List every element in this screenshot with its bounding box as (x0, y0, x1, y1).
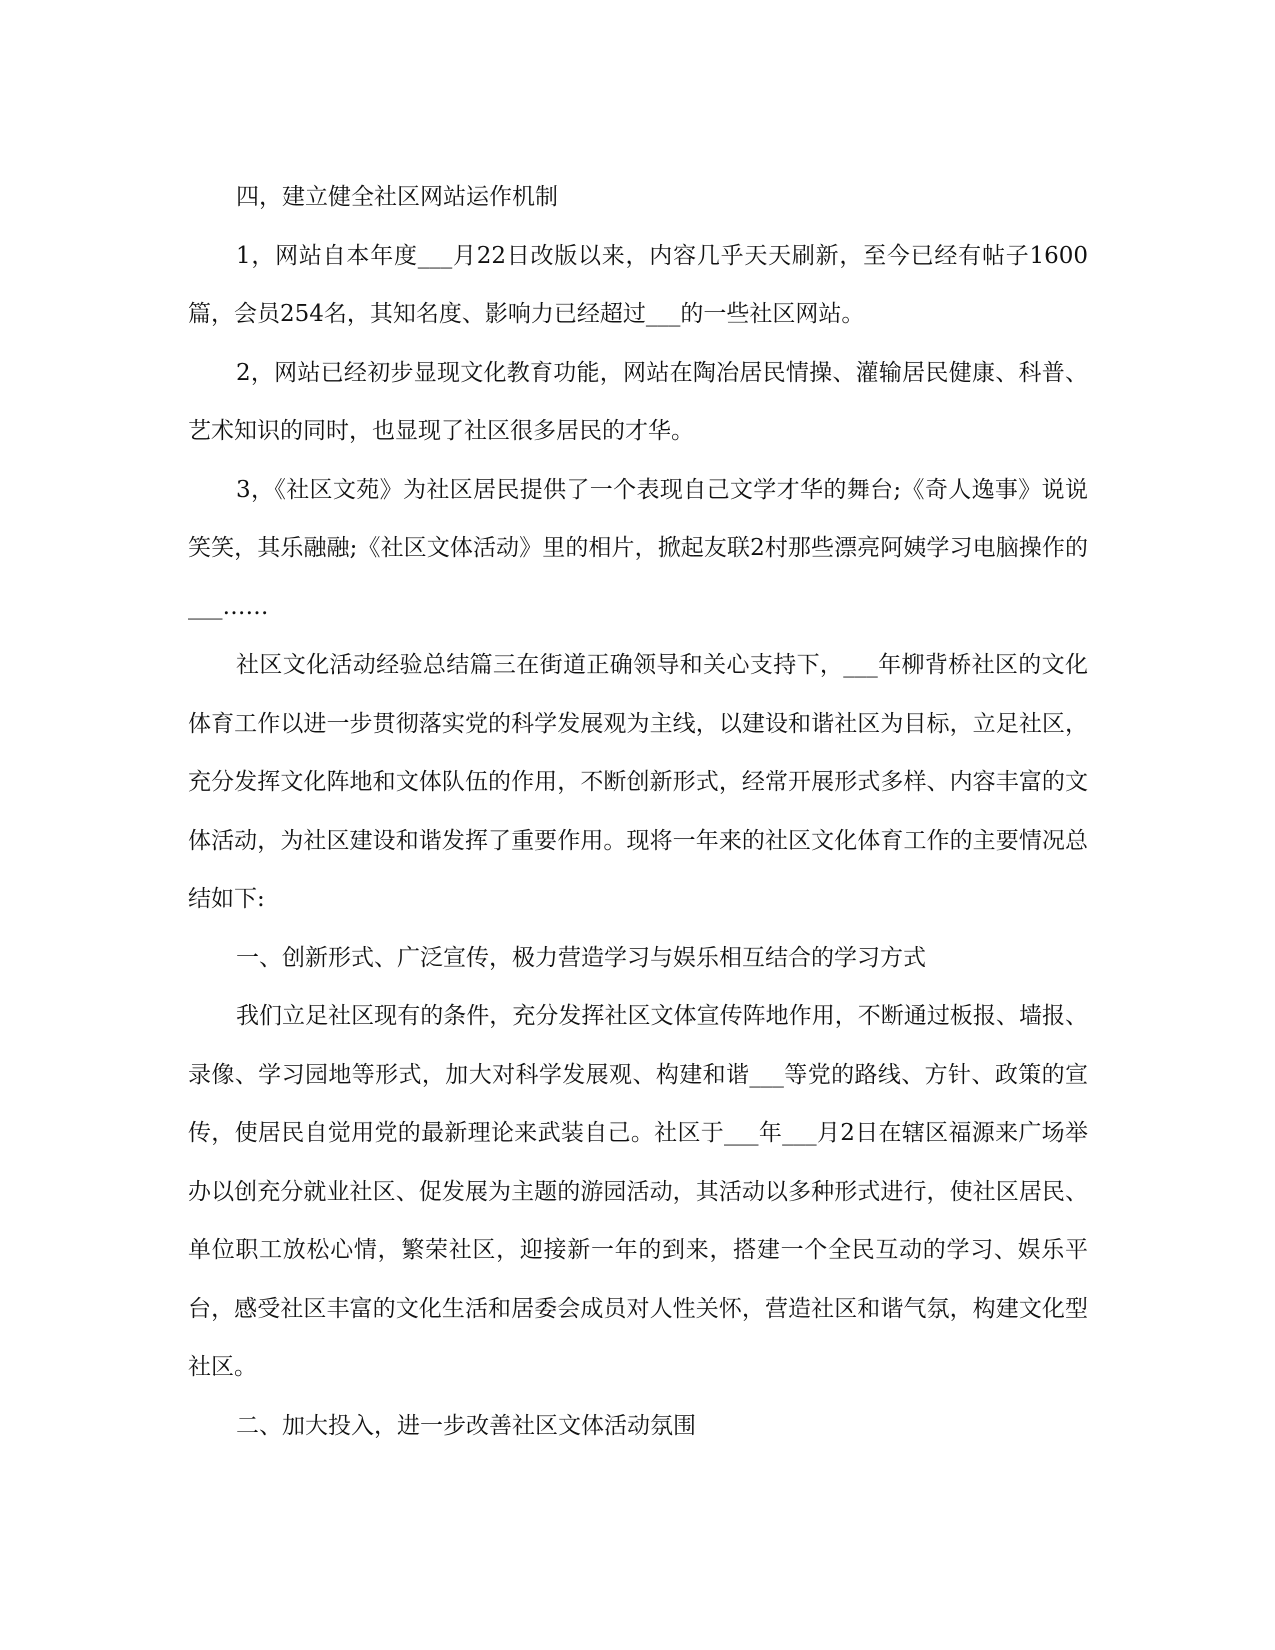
section-heading-two: 二、加大投入，进一步改善社区文体活动氛围 (236, 1412, 696, 1439)
paragraph-item-3: 3，《社区文苑》为社区居民提供了一个表现自己文学才华的舞台;《奇人逸事》说说笑笑，其乐融融;《社区文体活动》里的相片，掀起友联2村那些漂亮阿姨学习电脑操作的___…… (188, 476, 1088, 620)
paragraph-item-1: 1，网站自本年度___月22日改版以来，内容几乎天天刷新，至今已经有帖子1600篇，会员254名，其知名度、影响力已经超过___的一些社区网站。 (188, 242, 1088, 327)
section-heading-one: 一、创新形式、广泛宣传，极力营造学习与娱乐相互结合的学习方式 (236, 944, 926, 971)
paragraph-item-2: 2，网站已经初步显现文化教育功能，网站在陶冶居民情操、灌输居民健康、科普、艺术知识的同时，也显现了社区很多居民的才华。 (188, 359, 1088, 444)
document-body (188, 168, 1088, 1455)
paragraph-part-three-intro: 社区文化活动经验总结篇三在街道正确领导和关心支持下，___年柳背桥社区的文化体育工作以进一步贯彻落实党的科学发展观为主线，以建设和谐社区为目标，立足社区，充分发挥文化阵地和文体队伍的作用，不断创新形式，经常开展形式多样、内容丰富的文体活动，为社区建设和谐发挥了重要作用。现将一年来的社区文化体育工作的主要情况总结如下: (188, 652, 1088, 912)
section-heading-four: 四，建立健全社区网站运作机制 (236, 184, 558, 210)
paragraph-section-one-body: 我们立足社区现有的条件，充分发挥社区文体宣传阵地作用，不断通过板报、墙报、录像、学习园地等形式，加大对科学发展观、构建和谐___等党的路线、方针、政策的宣传，使居民自觉用党的最新理论来武装自己。社区于___年___月2日在辖区福源来广场举办以创充分就业社区、促发展为主题的游园活动，其活动以多种形式进行，使社区居民、单位职工放松心情，繁荣社区，迎接新一年的到来，搭建一个全民互动的学习、娱乐平台，感受社区丰富的文化生活和居委会成员对人性关怀，营造社区和谐气氛，构建文化型社区。 (188, 1003, 1088, 1380)
